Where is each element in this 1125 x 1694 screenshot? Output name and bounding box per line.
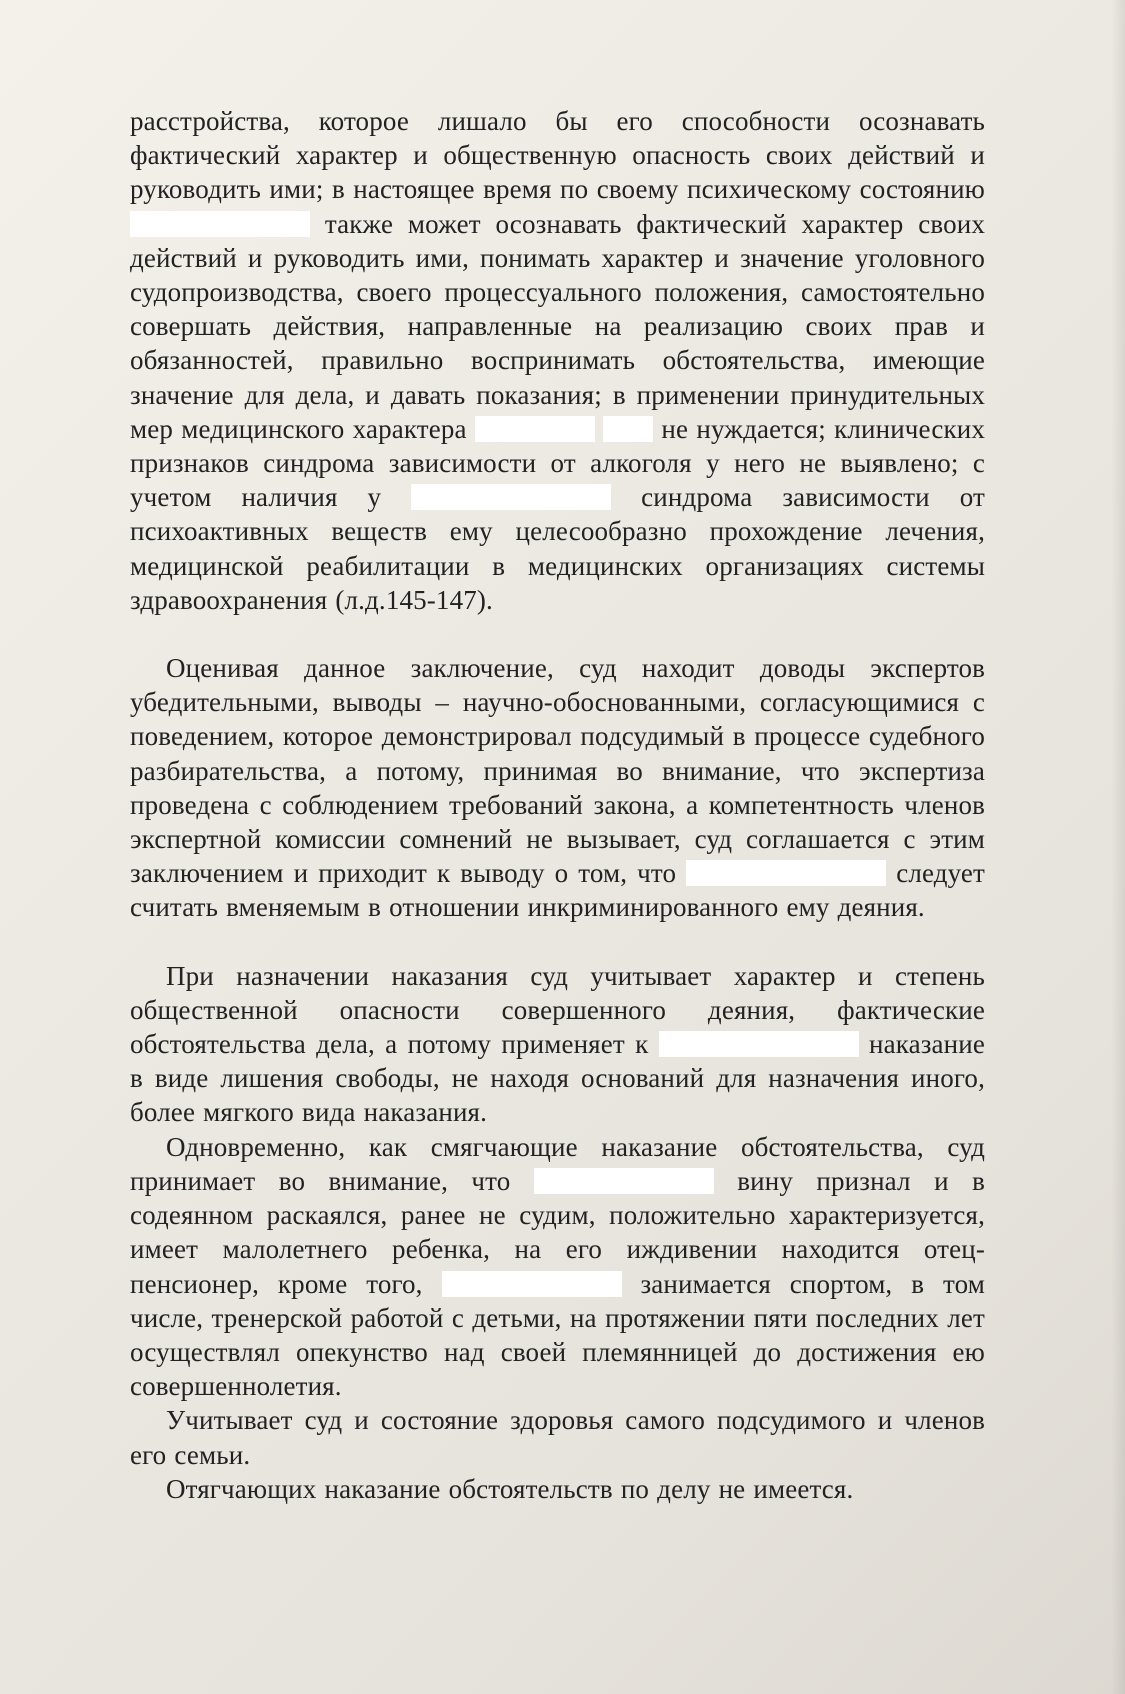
redacted-name: [411, 484, 611, 510]
paragraph-text: Оценивая данное заключение, суд находит доводы экспертов убедительными, выводы – научно-обоснованными, согласующимися с поведением, которое демонстрировал подсудимый в процессе судебного разбирательства, а потому, принимая во внимание, что экспертиза проведена с соблюдением требований закона, а компетентность членов экспертной комиссии сомнений не вызывает, суд соглашается с этим заключением и приходит к выводу о том, что: [130, 653, 985, 889]
paragraph-text: также может осознавать фактический характер своих действий и руководить ими, понимать характер и значение уголовного судопроизводства, своего процессуального положения, самостоятельно совершать действия, направленные на реализацию своих прав и обязанностей, правильно воспринимать обстоятельства, имеющие значение для дела, и давать показания; в применении принудительных мер медицинского характера: [130, 208, 985, 444]
paragraph-text: расстройства, которое лишало бы его способности осознавать фактический характер и общественную опасность своих действий и руководить ими; в настоящее время по своему психическому состоянию: [130, 106, 985, 205]
redacted-name: [659, 1031, 859, 1057]
paragraph-expert-conclusion: [130, 104, 985, 617]
redacted-name: [603, 416, 653, 442]
paragraph-court-assessment: [130, 651, 985, 925]
redacted-name: [475, 416, 595, 442]
redacted-name: [442, 1271, 622, 1297]
paragraph-text: Одновременно, как смягчающие наказание обстоятельства, суд принимает во внимание, что: [130, 1131, 985, 1196]
paragraph-text: занимается спортом, в том числе, тренерской работой с детьми, на протяжении пяти последних лет осуществлял опекунство над своей племянницей до достижения ею совершеннолетия.: [130, 1268, 986, 1402]
paragraph-text: При назначении наказания суд учитывает характер и степень общественной опасности совершенного деяния, фактические обстоятельства дела, а потому применяет к: [130, 960, 985, 1060]
paragraph-health: Учитывает суд и состояние здоровья самого подсудимого и членов его семьи.: [130, 1405, 985, 1470]
redacted-name: [534, 1168, 714, 1194]
paragraph-sentencing: [130, 959, 985, 1130]
paragraph-text: наказание в виде лишения свободы, не находя оснований для назначения иного, более мягкого вида наказания.: [130, 1029, 985, 1128]
redacted-name: [686, 860, 886, 886]
paragraph-text: следует считать вменяемым в отношении инкриминированного ему деяния.: [130, 858, 986, 923]
paragraph-mitigating-circumstances: [130, 1130, 985, 1404]
paragraph-text: синдрома зависимости от психоактивных веществ ему целесообразно прохождение лечения, медицинской реабилитации в медицинских организациях системы здравоохранения (л.д.145-147).: [130, 482, 985, 615]
paragraph-text: не нуждается; клинических признаков синдрома зависимости от алкоголя у него не выявлено; с учетом наличия у: [130, 413, 985, 513]
paragraph-aggravating: Отягчающих наказание обстоятельств по делу не имеется.: [166, 1473, 854, 1504]
redacted-name: [130, 211, 310, 237]
paragraph-text: вину признал и в содеянном раскаялся, ранее не судим, положительно характеризуется, имеет малолетнего ребенка, на его иждивении находится отец-пенсионер, кроме того,: [130, 1165, 985, 1299]
